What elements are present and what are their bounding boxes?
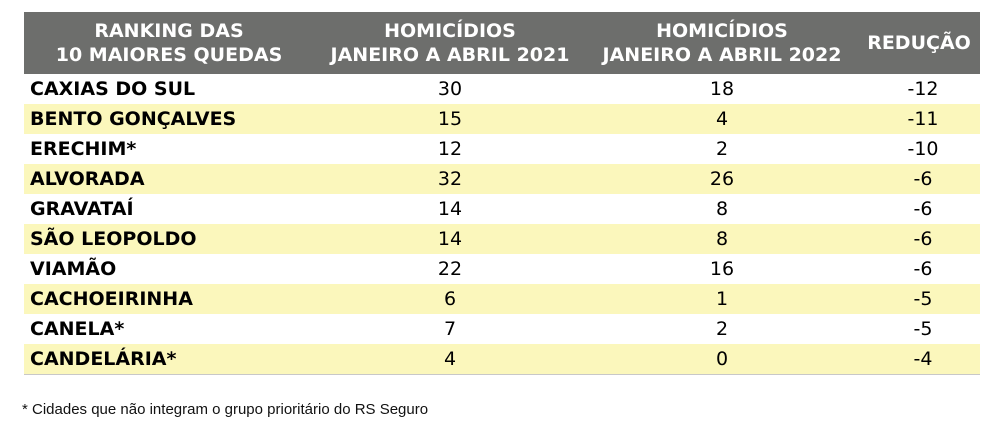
table-header — [24, 12, 980, 74]
table-row — [24, 164, 980, 194]
header-reduction-label: REDUÇÃO — [867, 32, 971, 54]
homicides-2022-cell: 1 — [586, 284, 858, 314]
reduction-cell: -6 — [913, 198, 933, 220]
table-row — [24, 134, 980, 164]
city-cell: CAXIAS DO SUL — [30, 78, 196, 100]
table-row — [24, 254, 980, 284]
homicides-2022-cell: 8 — [586, 224, 858, 254]
homicides-2022-cell: 4 — [586, 104, 858, 134]
reduction-cell: -4 — [858, 344, 980, 375]
city-cell: GRAVATAÍ — [30, 198, 134, 220]
reduction-cell: -11 — [858, 104, 980, 134]
table-row — [24, 314, 980, 344]
table-row — [24, 344, 980, 375]
reduction-cell: -12 — [907, 78, 939, 100]
header-ranking — [24, 12, 314, 74]
city-cell: ERECHIM* — [30, 138, 137, 160]
homicides-2022-cell: 18 — [709, 78, 735, 100]
table-body — [24, 74, 980, 375]
reduction-cell: -6 — [858, 224, 980, 254]
header-ranking-line2: 10 MAIORES QUEDAS — [55, 44, 283, 66]
header-row — [24, 12, 980, 74]
table-row — [24, 74, 980, 104]
header-homicides-2021-line2: JANEIRO A ABRIL 2021 — [330, 44, 570, 66]
reduction-cell: -6 — [913, 258, 933, 280]
reduction-cell: -5 — [858, 284, 980, 314]
homicides-2021-cell: 22 — [437, 258, 463, 280]
homicides-2022-cell: 2 — [715, 318, 729, 340]
homicides-2021-cell: 4 — [314, 344, 586, 375]
reduction-cell: -5 — [913, 318, 933, 340]
homicides-2021-cell: 14 — [314, 224, 586, 254]
homicides-2022-cell: 8 — [715, 198, 729, 220]
header-reduction — [858, 12, 980, 74]
homicides-2021-cell: 6 — [314, 284, 586, 314]
table-row — [24, 104, 980, 134]
table-row — [24, 224, 980, 254]
ranking-table-container — [24, 12, 980, 375]
table-row — [24, 194, 980, 224]
city-cell: CANDELÁRIA* — [24, 344, 314, 375]
homicides-2022-cell: 0 — [586, 344, 858, 375]
homicides-2021-cell: 32 — [314, 164, 586, 194]
reduction-cell: -6 — [858, 164, 980, 194]
city-cell: SÃO LEOPOLDO — [24, 224, 314, 254]
homicides-2022-cell: 2 — [715, 138, 729, 160]
city-cell: CACHOEIRINHA — [24, 284, 314, 314]
header-homicides-2022-line2: JANEIRO A ABRIL 2022 — [602, 44, 842, 66]
header-homicides-2022-line1: HOMICÍDIOS — [656, 20, 788, 42]
city-cell: BENTO GONÇALVES — [24, 104, 314, 134]
ranking-table — [24, 12, 980, 375]
city-cell: VIAMÃO — [30, 258, 117, 280]
homicides-2022-cell: 26 — [586, 164, 858, 194]
header-ranking-line1: RANKING DAS — [94, 20, 244, 42]
city-cell: CANELA* — [30, 318, 125, 340]
city-cell: ALVORADA — [24, 164, 314, 194]
homicides-2021-cell: 14 — [437, 198, 463, 220]
homicides-2021-cell: 7 — [443, 318, 457, 340]
homicides-2022-cell: 16 — [709, 258, 735, 280]
homicides-2021-cell: 15 — [314, 104, 586, 134]
header-homicides-2021-line1: HOMICÍDIOS — [384, 20, 516, 42]
homicides-2021-cell: 30 — [437, 78, 463, 100]
header-homicides-2022 — [586, 12, 858, 74]
footnote: * Cidades que não integram o grupo prioritário do RS Seguro — [22, 401, 429, 418]
header-homicides-2021 — [314, 12, 586, 74]
homicides-2021-cell: 12 — [437, 138, 463, 160]
reduction-cell: -10 — [907, 138, 939, 160]
table-row — [24, 284, 980, 314]
